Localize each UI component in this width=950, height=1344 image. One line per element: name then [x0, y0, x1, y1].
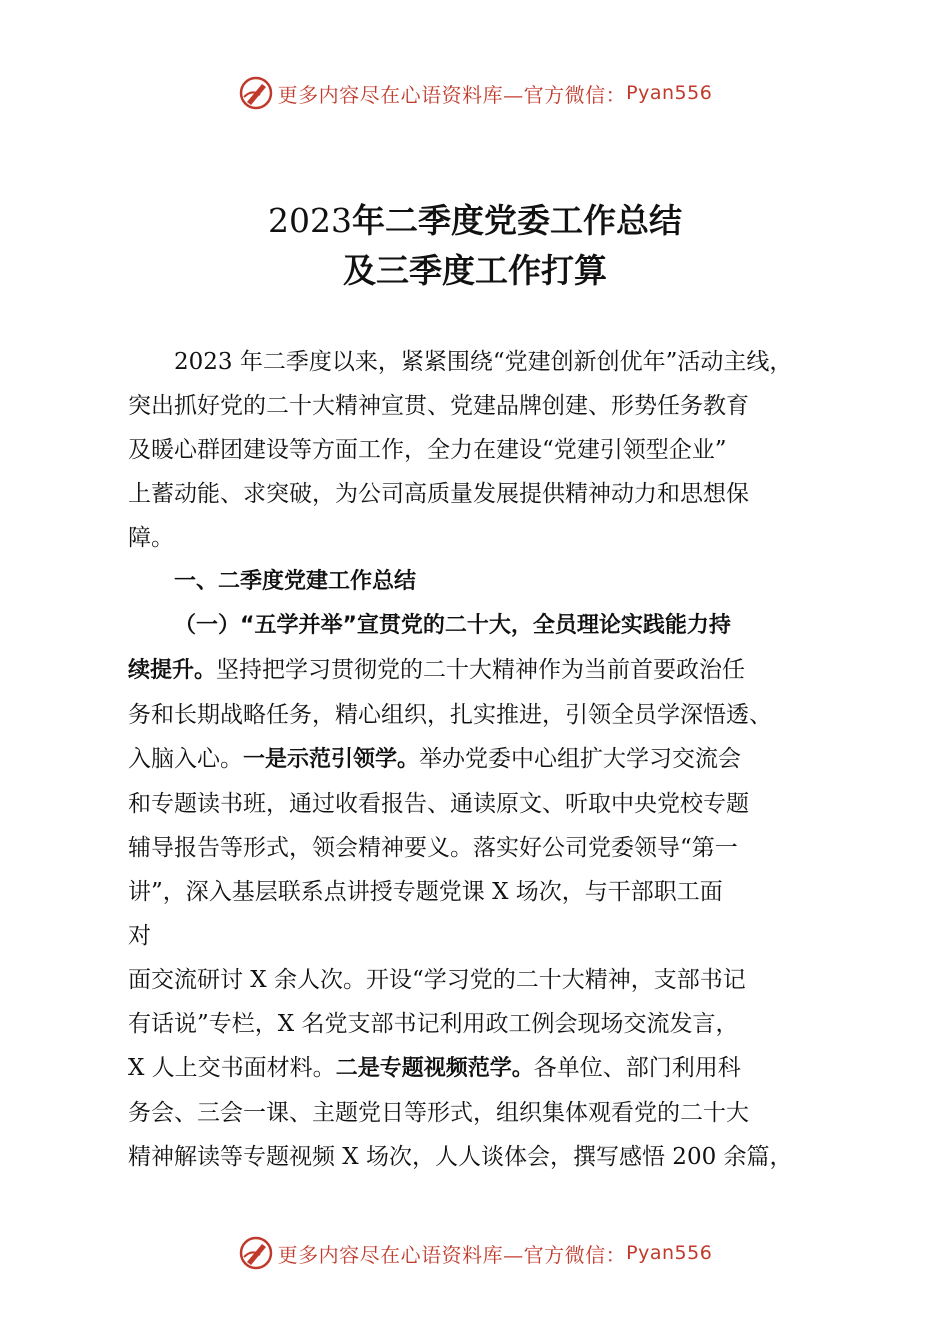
intro-line: 突出抓好党的二十大精神宣贯、党建品牌创建、形势任务教育	[128, 393, 749, 419]
pen-logo-icon	[238, 75, 274, 111]
subsection-heading: （一）“五学并举”宣贯党的二十大，全员理论实践能力持	[174, 613, 731, 638]
intro-line: 上蓄动能、求突破，为公司高质量发展提供精神动力和思想保	[128, 481, 749, 507]
body-text: 入脑入心。	[128, 746, 243, 772]
watermark-handle: Pyan556	[626, 82, 713, 104]
title-year: 2023	[268, 201, 352, 240]
body-line: 对	[128, 923, 151, 949]
intro-line: 2023 年二季度以来，紧紧围绕“党建创新创优年”活动主线，	[174, 349, 793, 375]
title-line-1-rest: 年二季度党委工作总结	[351, 201, 682, 240]
body-line: 务会、三会一课、主题党日等形式，组织集体观看党的二十大	[128, 1100, 749, 1126]
watermark-banner-bottom	[0, 1231, 950, 1275]
body-line	[128, 1046, 828, 1091]
title-line-2: 及三季度工作打算	[343, 251, 607, 290]
document-body	[128, 340, 828, 1179]
body-line: 有话说”专栏，X 名党支部书记利用政工例会现场交流发言，	[128, 1011, 739, 1037]
body-text: X 人上交书面材料。	[128, 1055, 336, 1081]
body-line	[128, 737, 828, 782]
body-line: 精神解读等专题视频 X 场次，人人谈体会，撰写感悟 200 余篇，	[128, 1144, 793, 1170]
intro-line: 障。	[128, 525, 174, 551]
intro-line: 及暖心群团建设等方面工作，全力在建设“党建引领型企业”	[128, 437, 727, 463]
pen-logo-icon	[238, 1235, 274, 1271]
body-line: 讲”，深入基层联系点讲授专题党课 X 场次，与干部职工面	[128, 879, 723, 905]
body-line: 和专题读书班，通过收看报告、通读原文、听取中央党校专题	[128, 791, 749, 817]
point-heading: 二是专题视频范学。	[335, 1056, 534, 1081]
page-title	[0, 196, 950, 296]
watermark-handle: Pyan556	[626, 1242, 713, 1264]
body-line: 面交流研讨 X 余人次。开设“学习党的二十大精神，支部书记	[128, 967, 746, 993]
point-heading: 一是示范引领学。	[243, 747, 420, 772]
body-line: 辅导报告等形式，领会精神要义。落实好公司党委领导“第一	[128, 835, 738, 861]
body-line	[128, 648, 828, 693]
watermark-text: 更多内容尽在心语资料库—官方微信：	[277, 82, 627, 107]
section-heading: 一、二季度党建工作总结	[174, 569, 417, 594]
watermark-banner-top	[0, 71, 950, 115]
body-line: 务和长期战略任务，精心组织，扎实推进，引领全员学深悟透、	[128, 702, 772, 728]
body-text: 举办党委中心组扩大学习交流会	[419, 746, 742, 772]
watermark-text: 更多内容尽在心语资料库—官方微信：	[277, 1242, 627, 1267]
body-text: 坚持把学习贯彻党的二十大精神作为当前首要政治任	[216, 657, 746, 683]
title-line-1	[0, 196, 950, 246]
body-text: 各单位、部门利用科	[533, 1055, 741, 1081]
subsection-heading-end: 续提升。	[128, 658, 217, 683]
